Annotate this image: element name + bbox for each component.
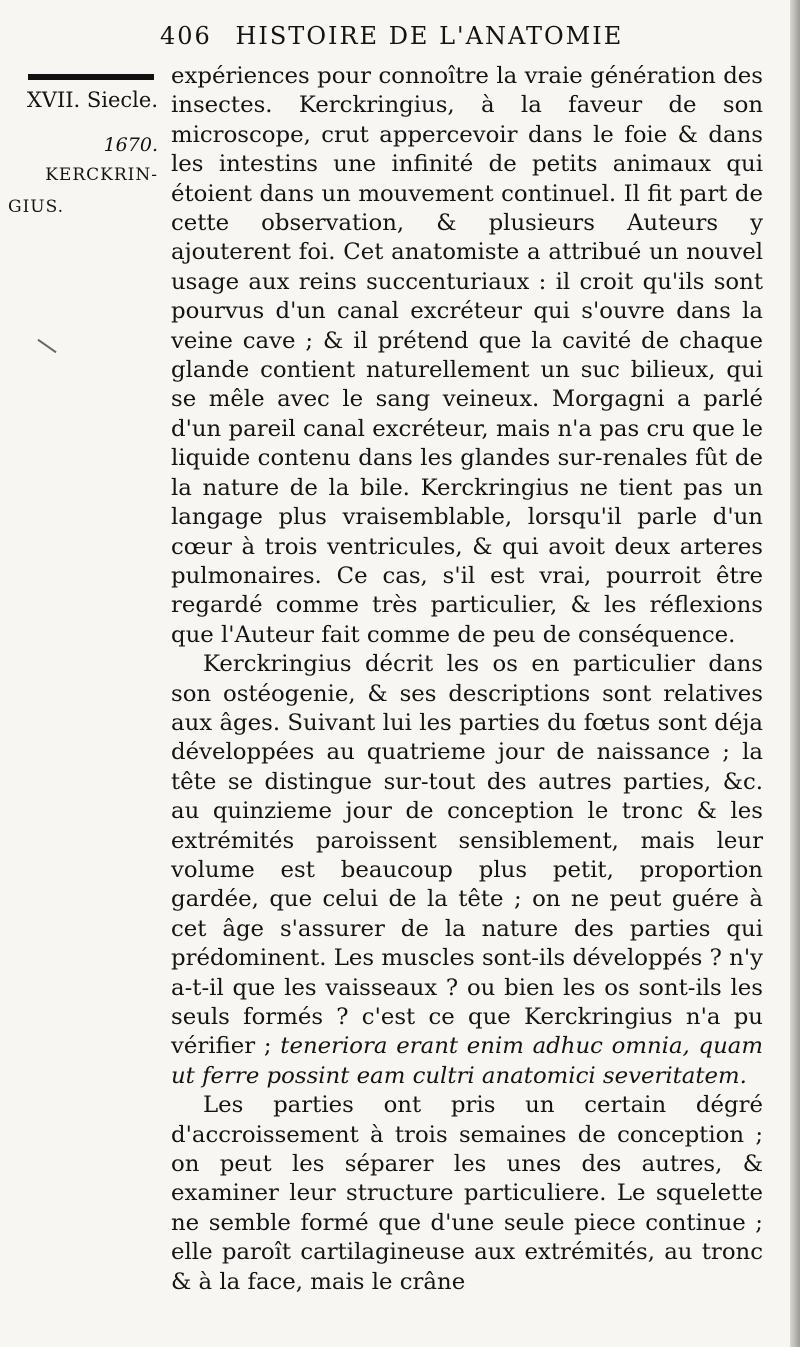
paragraph-2 <box>171 650 763 1091</box>
paragraph-3-text: Les parties ont pris un certain dégré d'accroissement à trois semaines de conception ; on peut les séparer les unes des autres, & examiner leur structure particuliere. Le squelette ne semble formé que d'une seule piece continue ; elle paroît cartilagineuse aux extrémités, au tronc & à la face, mais le crâne <box>171 1092 763 1295</box>
margin-note-author-line2: GIUS. <box>8 197 65 217</box>
margin-note-author-line1: KERCKRIN- <box>45 165 158 185</box>
paragraph-1-text: expériences pour connoître la vraie génération des insectes. Kerckringius, à la faveur de son microscope, crut appercevoir dans le foie & dans les intestins une infinité de petits animaux qui étoient dans un mouvement continuel. Il fit part de cette observation, & plusieurs Auteurs y ajouterent foi. Cet anatomiste a attribué un nouvel usage aux reins succenturiaux : il croit qu'ils sont pourvus d'un canal excréteur qui s'ouvre dans la veine cave ; & il prétend que la cavité de chaque glande contient naturellement un suc bilieux, qui se mêle avec le sang veineux. Morgagni a parlé d'un pareil canal excréteur, mais n'a pas cru que le liquide contenu dans les glandes sur-renales fût de la nature de la bile. Kerckringius ne tient pas un langage plus vraisemblable, lorsqu'il parle d'un cœur à trois ventricules, & qui avoit deux arteres pulmonaires. Ce cas, s'il est vrai, pourroit être regardé comme très particulier, & les réflexions que l'Auteur fait comme de peu de conséquence. <box>171 63 763 648</box>
margin-note-year: 1670. <box>103 134 158 156</box>
margin-rule <box>28 74 154 80</box>
page-edge-shadow <box>790 0 800 1347</box>
page-number: 406 <box>160 22 212 50</box>
paragraph-1 <box>171 62 763 650</box>
ink-mark <box>37 339 56 353</box>
latin-quotation: teneriora erant enim adhuc omnia, quam ut ferre possint eam cultri anatomici severitatem. <box>171 1033 763 1089</box>
body-text <box>171 62 763 1297</box>
paragraph-3 <box>171 1091 763 1297</box>
running-header <box>160 22 780 50</box>
paragraph-2-text: Kerckringius décrit les os en particulier dans son ostéogenie, & ses descriptions sont relatives aux âges. Suivant lui les parties du fœtus sont déja développées au quatrieme jour de naissance ; la tête se distingue sur-tout des autres parties, &c. au quinzieme jour de conception le tronc & les extrémités paroissent sensiblement, mais leur volume est beaucoup plus petit, proportion gardée, que celui de la tête ; on ne peut guére à cet âge s'assurer de la nature des parties qui prédominent. Les muscles sont-ils développés ? n'y a-t-il que les vaisseaux ? ou bien les os sont-ils les seuls formés ? c'est ce que Kerckringius n'a pu vérifier ; <box>171 651 763 1060</box>
margin-note-century: XVII. Siecle. <box>26 88 158 112</box>
running-title: HISTOIRE DE L'ANATOMIE <box>235 22 624 50</box>
